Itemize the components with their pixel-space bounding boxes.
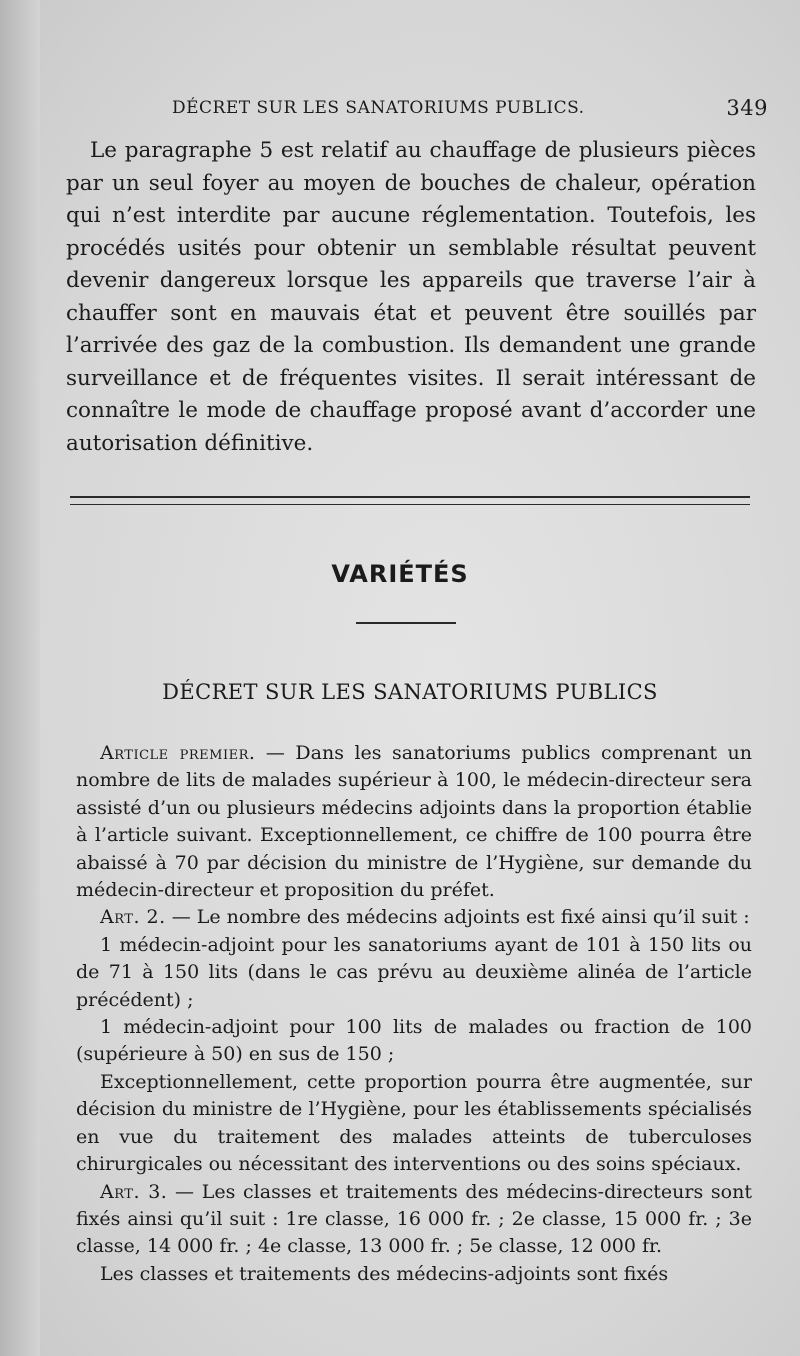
binding-shadow (0, 0, 40, 1356)
article-label: Art. 2. (100, 906, 166, 929)
article-text: 1 médecin-adjoint pour les sanatoriums ayant de 101 à 150 lits ou de 71 à 150 lits (dans le cas prévu au deuxième alinéa de l’article précédent) ; (76, 933, 752, 1011)
article-paragraph (76, 932, 752, 1014)
section-divider-thin (70, 504, 750, 505)
article-text: — Le nombre des médecins adjoints est fixé ainsi qu’il suit : (165, 906, 750, 929)
running-title: DÉCRET SUR LES SANATORIUMS PUBLICS. (172, 98, 585, 118)
section-title: VARIÉTÉS (331, 560, 469, 588)
intro-text-block (66, 135, 756, 460)
article-paragraph (76, 1069, 752, 1179)
decree-text-block (76, 740, 752, 1288)
intro-paragraph: Le paragraphe 5 est relatif au chauffage de plusieurs pièces par un seul foyer au moyen de bouches de chaleur, opération qui n’est interdite par aucune réglementation. Toutefois, les procédés usités pour obtenir un semblable résultat peuvent devenir dangereux lorsque les appareils que traverse l’air à chauffer sont en mauvais état et peuvent être souillés par l’arrivée des gaz de la combustion. Ils demandent une grande surveillance et de fréquentes visites. Il serait intéressant de connaître le mode de chauffage proposé avant d’accorder une autorisation définitive. (66, 138, 756, 456)
article-paragraph (76, 1179, 752, 1261)
title-underline (356, 622, 456, 624)
page-number: 349 (726, 96, 768, 120)
article-paragraph (76, 904, 752, 931)
section-divider-thick (70, 496, 750, 498)
article-text: Les classes et traitements des médecins-adjoints sont fixés (100, 1262, 669, 1285)
running-header (172, 98, 768, 126)
article-label: Art. 3. (100, 1180, 168, 1203)
article-text: — Dans les sanatoriums publics comprenant un nombre de lits de malades supérieur à 100, le médecin-directeur sera assisté d’un ou plusieurs médecins adjoints dans la proportion établie à l’article suivant. Exceptionnellement, ce chiffre de 100 pourra être abaissé à 70 par décision du ministre de l’Hygiène, sur demande du médecin-directeur et proposition du préfet. (76, 742, 752, 902)
article-text: — Les classes et traitements des médecins-directeurs sont fixés ainsi qu’il suit : 1re classe, 16 000 fr. ; 2e classe, 15 000 fr. ; 3e classe, 14 000 fr. ; 4e classe, 13 000 fr. ; 5e classe, 12 000 fr. (76, 1180, 752, 1258)
article-paragraph (76, 740, 752, 904)
article-text: Exceptionnellement, cette proportion pourra être augmentée, sur décision du ministre de l’Hygiène, pour les établissements spécialisés en vue du traitement des malades atteints de tuberculoses chirurgicales ou nécessitant des interventions ou des soins spéciaux. (76, 1070, 752, 1176)
article-text: 1 médecin-adjoint pour 100 lits de malades ou fraction de 100 (supérieure à 50) en sus de 150 ; (76, 1016, 752, 1066)
article-label: Article premier. (100, 742, 256, 764)
article-paragraph (76, 1014, 752, 1069)
article-paragraph (76, 1261, 752, 1288)
decree-heading: DÉCRET SUR LES SANATORIUMS PUBLICS (162, 680, 658, 704)
